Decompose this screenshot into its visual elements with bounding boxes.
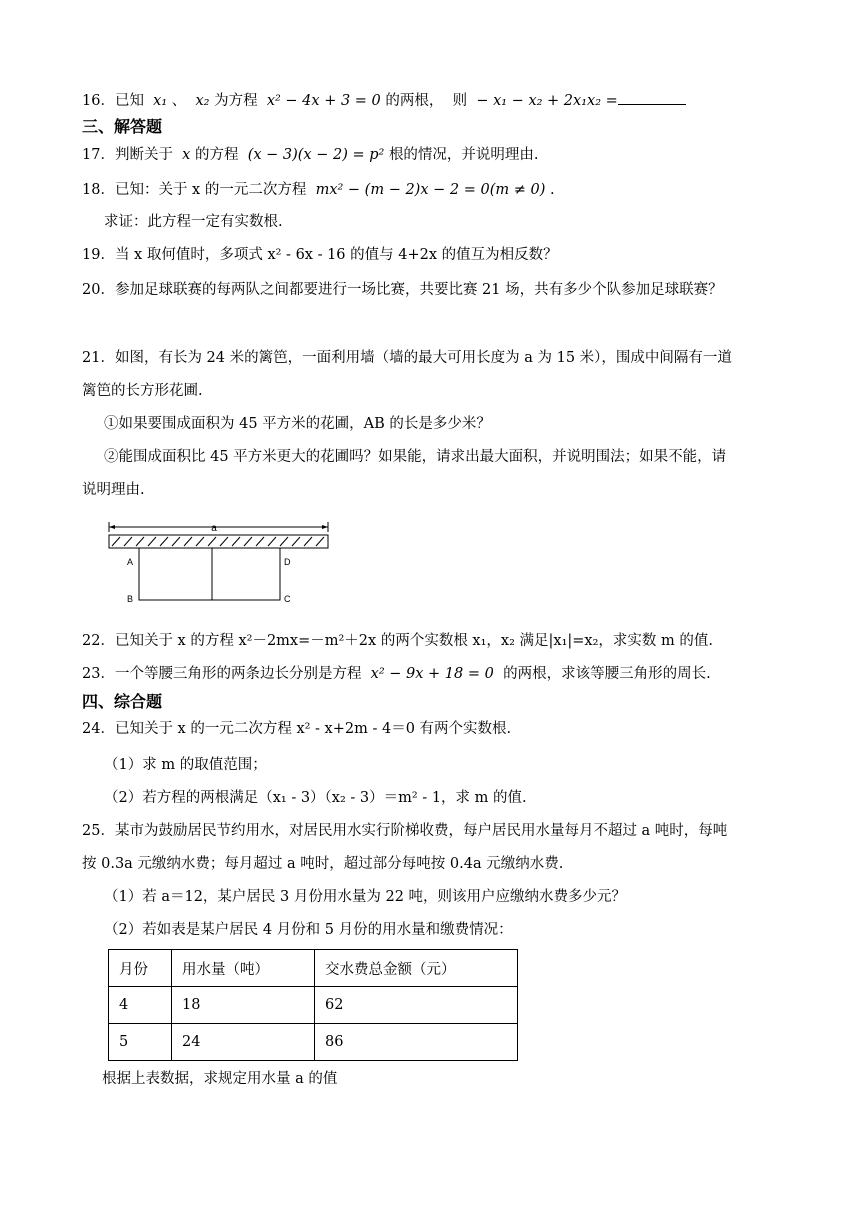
question-22: 22．已知关于 x 的方程 x²－2mx=－m²＋2x 的两个实数根 x₁，x₂ 满足|x₁|=x₂，求实数 m 的值. bbox=[82, 633, 713, 649]
table-cell: 4 bbox=[109, 987, 172, 1024]
section-heading-4: 四、综合题 bbox=[82, 692, 163, 711]
table-header-row bbox=[109, 950, 518, 987]
table-row bbox=[109, 1024, 518, 1061]
question-25-footer: 根据上表数据，求规定用水量 a 的值 bbox=[102, 1071, 338, 1087]
table-header: 交水费总金额（元） bbox=[315, 950, 518, 987]
wall-hatching bbox=[112, 537, 324, 546]
label-C: C bbox=[284, 594, 291, 604]
question-number: 16． bbox=[82, 93, 115, 109]
table-cell: 18 bbox=[172, 987, 315, 1024]
question-24-part2: （2）若方程的两根满足（x₁ - 3）（x₂ - 3）＝m² - 1，求 m 的值. bbox=[104, 790, 527, 806]
question-16: 16．已知 x₁ 、 x₂ 为方程 x² − 4x + 3 = 0 的两根， 则 − x₁ − x₂ + 2x₁x₂ = bbox=[82, 90, 686, 111]
question-17: 17．判断关于 x 的方程 (x − 3)(x − 2) = p² 根的情况，并说明理由. bbox=[82, 147, 539, 163]
math-x2: x₂ bbox=[195, 93, 210, 109]
question-18-proof: 求证：此方程一定有实数根. bbox=[104, 214, 283, 230]
label-D: D bbox=[284, 557, 291, 567]
question-21-part1: ①如果要围成面积为 45 平方米的花圃，AB 的长是多少米？ bbox=[104, 416, 491, 432]
wall bbox=[109, 535, 328, 548]
question-25-part2: （2）若如表是某户居民 4 月份和 5 月份的用水量和缴费情况： bbox=[104, 922, 513, 938]
question-24: 24．已知关于 x 的一元二次方程 x² - x+2m - 4＝0 有两个实数根. bbox=[82, 721, 512, 737]
fence bbox=[139, 548, 280, 600]
question-18: 18．已知：关于 x 的一元二次方程 mx² − (m − 2)x − 2 = 0(m ≠ 0) . bbox=[82, 182, 555, 198]
question-20: 20．参加足球联赛的每两队之间都要进行一场比赛，共要比赛 21 场，共有多少个队参加足球联赛？ bbox=[82, 282, 723, 298]
equation: mx² − (m − 2)x − 2 = 0(m ≠ 0) bbox=[315, 182, 546, 198]
label-B: B bbox=[127, 594, 134, 604]
table-cell: 62 bbox=[315, 987, 518, 1024]
section-heading-3: 三、解答题 bbox=[82, 117, 163, 136]
equation: (x − 3)(x − 2) = p² bbox=[247, 147, 385, 163]
question-24-part1: （1）求 m 的取值范围； bbox=[104, 757, 267, 773]
question-21: 21．如图，有长为 24 米的篱笆，一面利用墙（墙的最大可用长度为 a 为 15 米），围成中间隔有一道 bbox=[82, 350, 732, 366]
question-23: 23．一个等腰三角形的两条边长分别是方程 x² − 9x + 18 = 0 的两根，求该等腰三角形的周长. bbox=[82, 666, 711, 682]
table-row bbox=[109, 987, 518, 1024]
question-19: 19．当 x 取何值时，多项式 x² - 6x - 16 的值与 4+2x 的值互为相反数？ bbox=[82, 247, 558, 263]
garden-fence-figure bbox=[100, 522, 340, 608]
math-x1: x₁ bbox=[153, 93, 168, 109]
equation: x² − 9x + 18 = 0 bbox=[370, 666, 494, 682]
table-header: 用水量（吨） bbox=[172, 950, 315, 987]
expression: − x₁ − x₂ + 2x₁x₂ = bbox=[476, 93, 618, 109]
equation: x² − 4x + 3 = 0 bbox=[266, 93, 381, 109]
question-25: 25．某市为鼓励居民节约用水，对居民用水实行阶梯收费，每户居民用水量每月不超过 a 吨时，每吨 bbox=[82, 823, 728, 839]
question-25-cont: 按 0.3a 元缴纳水费；每月超过 a 吨时，超过部分每吨按 0.4a 元缴纳水费. bbox=[82, 856, 564, 872]
table-cell: 5 bbox=[109, 1024, 172, 1061]
water-fee-table bbox=[108, 949, 518, 1061]
label-A: A bbox=[127, 557, 134, 567]
label-a: a bbox=[211, 523, 217, 534]
question-21-part2-cont: 说明理由. bbox=[82, 482, 145, 498]
table-cell: 24 bbox=[172, 1024, 315, 1061]
question-21-cont: 篱笆的长方形花圃. bbox=[82, 383, 203, 399]
question-25-part1: （1）若 a＝12，某户居民 3 月份用水量为 22 吨，则该用户应缴纳水费多少元？ bbox=[104, 889, 627, 905]
table-cell: 86 bbox=[315, 1024, 518, 1061]
question-21-part2: ②能围成面积比 45 平方米更大的花圃吗？如果能，请求出最大面积，并说明围法；如果不能，请 bbox=[104, 449, 727, 465]
table-header: 月份 bbox=[109, 950, 172, 987]
answer-blank bbox=[618, 90, 686, 105]
